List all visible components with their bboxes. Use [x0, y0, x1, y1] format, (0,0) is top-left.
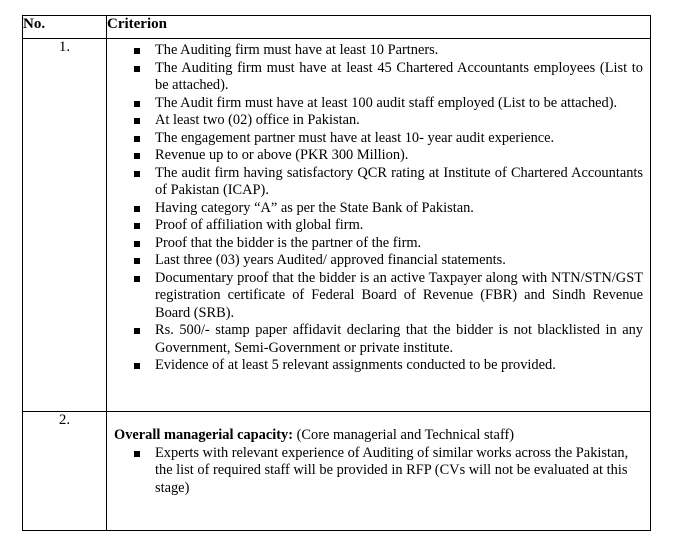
list-item-text: At least two (02) office in Pakistan. — [155, 112, 360, 128]
list-item — [107, 147, 650, 165]
criterion-list — [107, 445, 650, 498]
header-criterion: Criterion — [107, 16, 651, 39]
list-item — [107, 270, 650, 323]
criterion-list — [107, 39, 650, 375]
list-item-text: Documentary proof that the bidder is an active Taxpayer along with NTN/STN/GST registration certificate of Federal Board of Revenue (FBR) and Sindh Revenue Board (SRB). — [155, 269, 643, 321]
square-bullet-icon — [134, 223, 140, 229]
square-bullet-icon — [134, 241, 140, 247]
square-bullet-icon — [134, 136, 140, 142]
row-number: 2. — [23, 412, 107, 531]
list-item — [107, 130, 650, 148]
square-bullet-icon — [134, 363, 140, 369]
list-item-text: The Auditing firm must have at least 45 Chartered Accountants employees (List to be attached). — [155, 59, 643, 93]
list-item-text: The engagement partner must have at least 10- year audit experience. — [155, 129, 555, 146]
square-bullet-icon — [134, 328, 140, 334]
list-item — [107, 200, 650, 218]
table-row — [23, 412, 651, 531]
table-row — [23, 39, 651, 412]
square-bullet-icon — [134, 118, 140, 124]
list-item-text: Rs. 500/- stamp paper affidavit declaring that the bidder is not blacklisted in any Government, Semi-Government or private institute. — [155, 322, 643, 356]
row-number: 1. — [23, 39, 107, 412]
criterion-cell — [107, 39, 651, 412]
list-item — [107, 217, 650, 235]
list-item — [107, 445, 650, 498]
square-bullet-icon — [134, 153, 140, 159]
criterion-cell — [107, 412, 651, 531]
square-bullet-icon — [134, 171, 140, 177]
square-bullet-icon — [134, 451, 140, 457]
list-item-text: The audit firm having satisfactory QCR rating at Institute of Chartered Accountants of Pakistan (ICAP). — [155, 164, 643, 198]
list-item-text: The Audit firm must have at least 100 audit staff employed (List to be attached). — [155, 94, 618, 111]
list-item-text: Having category “A” as per the State Bank of Pakistan. — [155, 199, 474, 216]
header-no: No. — [23, 16, 107, 39]
section-heading — [107, 427, 650, 445]
list-item — [107, 60, 650, 95]
section-heading-rest: (Core managerial and Technical staff) — [293, 427, 515, 443]
list-item-text: Proof that the bidder is the partner of the firm. — [155, 234, 422, 251]
list-item-text: Revenue up to or above (PKR 300 Million). — [155, 147, 409, 163]
header-row — [23, 16, 651, 39]
list-item — [107, 357, 650, 375]
list-item — [107, 165, 650, 200]
square-bullet-icon — [134, 206, 140, 212]
square-bullet-icon — [134, 258, 140, 264]
square-bullet-icon — [134, 48, 140, 54]
list-item — [107, 235, 650, 253]
list-item-text: Last three (03) years Audited/ approved financial statements. — [155, 252, 506, 268]
square-bullet-icon — [134, 276, 140, 282]
criteria-table — [22, 15, 651, 531]
square-bullet-icon — [134, 66, 140, 72]
section-heading-bold: Overall managerial capacity: — [114, 427, 294, 443]
list-item — [107, 42, 650, 60]
list-item-text: Evidence of at least 5 relevant assignments conducted to be provided. — [155, 357, 556, 373]
list-item — [107, 95, 650, 113]
list-item — [107, 322, 650, 357]
list-item-text: Experts with relevant experience of Auditing of similar works across the Pakistan, the list of required staff will be provided in RFP (CVs will not be evaluated at this stage) — [155, 444, 629, 496]
list-item — [107, 112, 650, 130]
list-item — [107, 252, 650, 270]
list-item-text: Proof of affiliation with global firm. — [155, 217, 364, 233]
square-bullet-icon — [134, 101, 140, 107]
list-item-text: The Auditing firm must have at least 10 Partners. — [155, 42, 439, 58]
